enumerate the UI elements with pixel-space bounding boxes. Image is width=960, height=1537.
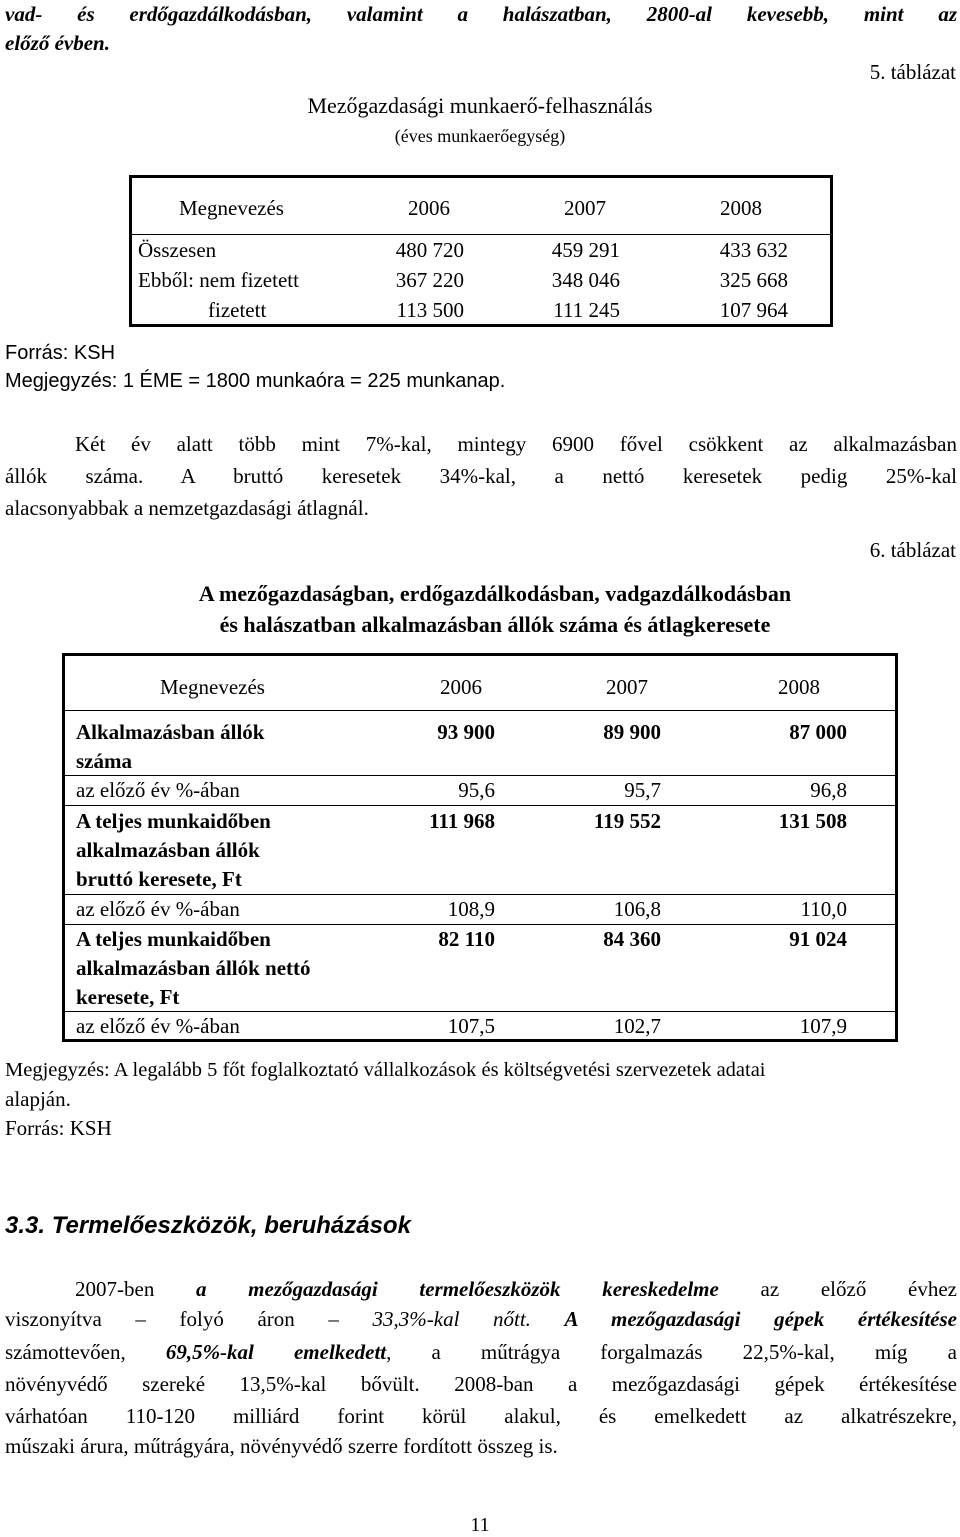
emphasis-span: A mezőgazdasági gépek értékesítése — [564, 1307, 957, 1331]
paragraph2-line-1 — [75, 1275, 957, 1304]
table6-cell: 95,6 — [458, 778, 495, 802]
text-span: , a műtrágya forgalmazás 22,5%-kal, míg a — [386, 1340, 957, 1364]
text-span: 2007-ben — [75, 1277, 196, 1301]
table6-cell: 87 000 — [789, 720, 847, 744]
table5 — [129, 175, 833, 327]
table6-row-name: alkalmazásban állók — [76, 838, 260, 862]
table5-label: 5. táblázat — [869, 60, 956, 84]
table6 — [62, 653, 898, 1042]
emphasis-span: 33,3%-kal nőtt. — [372, 1307, 531, 1331]
table6-title-line-2: és halászatban alkalmazásban állók száma és átlagkeresete — [219, 612, 771, 637]
table5-row-name: Összesen — [138, 238, 217, 262]
table6-row-name: A teljes munkaidőben — [76, 927, 271, 951]
table6-header-2007: 2007 — [606, 675, 648, 699]
paragraph1-line-1: Két év alatt több mint 7%-kal, mintegy 6900 fővel csökkent az alkalmazásban — [75, 432, 957, 456]
table6-cell: 107,9 — [799, 1014, 847, 1038]
table6-row-name: Alkalmazásban állók — [76, 720, 265, 744]
table5-header-2008: 2008 — [720, 196, 762, 220]
table5-row-name: fizetett — [208, 298, 267, 322]
table6-title-line-1: A mezőgazdaságban, erdőgazdálkodásban, vadgazdálkodásban — [198, 581, 792, 606]
table5-header-2006: 2006 — [408, 196, 450, 220]
table6-cell: 89 900 — [603, 720, 661, 744]
paragraph2-line-6: műszaki árura, műtrágyára, növényvédő szerre fordított összeg is. — [5, 1434, 558, 1458]
table6-row-name: bruttó keresete, Ft — [76, 867, 242, 891]
section-heading: 3.3. Termelőeszközök, beruházások — [5, 1212, 411, 1239]
table5-cell: 107 964 — [719, 298, 788, 322]
table5-cell: 480 720 — [395, 238, 464, 262]
table6-source: Forrás: KSH — [5, 1116, 112, 1140]
table5-row-name: Ebből: nem fizetett — [138, 268, 299, 292]
paragraph2-line-3 — [5, 1338, 957, 1367]
paragraph1-line-2: állók száma. A bruttó keresetek 34%-kal, a nettó keresetek pedig 25%-kal — [5, 464, 957, 488]
table6-note-line-2: alapján. — [5, 1087, 71, 1111]
table6-note-line-1: Megjegyzés: A legalább 5 főt foglalkoztató vállalkozások és költségvetési szervezetek adatai — [5, 1059, 766, 1081]
table6-cell: 131 508 — [778, 809, 847, 833]
table6-cell: 84 360 — [603, 927, 661, 951]
text-span — [531, 1307, 565, 1331]
table6-row-name: A teljes munkaidőben — [76, 809, 271, 833]
paragraph2-line-2 — [5, 1305, 957, 1334]
table6-cell: 82 110 — [438, 927, 495, 951]
text-span: az előző évhez — [718, 1277, 957, 1301]
text-span: számottevően, — [5, 1340, 166, 1364]
table6-cell: 119 552 — [593, 809, 661, 833]
table5-header-name: Megnevezés — [179, 196, 284, 220]
table5-source: Forrás: KSH — [5, 342, 116, 364]
table6-header-2006: 2006 — [440, 675, 482, 699]
table6-cell: 102,7 — [613, 1014, 661, 1038]
table6-cell: 110,0 — [800, 897, 847, 921]
table5-note: Megjegyzés: 1 ÉME = 1800 munkaóra = 225 munkanap. — [5, 370, 506, 392]
table6-cell: 93 900 — [437, 720, 495, 744]
table6-row-name: keresete, Ft — [76, 985, 180, 1009]
table6-row-name: száma — [76, 749, 132, 773]
page-number: 11 — [470, 1514, 490, 1536]
intro-line-1: vad- és erdőgazdálkodásban, valamint a halászatban, 2800-al kevesebb, mint az — [5, 2, 957, 26]
emphasis-span: a mezőgazdasági termelőeszközök kereskedelme — [196, 1277, 719, 1301]
table6-cell: 106,8 — [613, 897, 661, 921]
table5-cell: 113 500 — [396, 298, 464, 322]
table5-subtitle: (éves munkaerőegység) — [394, 126, 566, 146]
table6-label: 6. táblázat — [869, 538, 956, 562]
table6-row-divider — [65, 805, 895, 806]
table6-cell: 107,5 — [447, 1014, 495, 1038]
table6-row-name: az előző év %-ában — [76, 897, 240, 921]
table6-row-name: alkalmazásban állók nettó — [76, 956, 311, 980]
paragraph2-line-4: növényvédő szereké 13,5%-kal bővült. 2008-ban a mezőgazdasági gépek értékesítése — [5, 1372, 957, 1396]
text-span: viszonyítva – folyó áron – — [5, 1307, 373, 1331]
table5-cell: 325 668 — [719, 268, 788, 292]
table5-cell: 459 291 — [551, 238, 620, 262]
table6-header-2008: 2008 — [778, 675, 820, 699]
table5-cell: 111 245 — [553, 298, 620, 322]
table6-cell: 91 024 — [789, 927, 847, 951]
table5-cell: 367 220 — [395, 268, 464, 292]
emphasis-span: 69,5%-kal emelkedett — [165, 1340, 387, 1364]
paragraph2-line-5: várhatóan 110-120 milliárd forint körül alakul, és emelkedett az alkatrészekre, — [5, 1404, 957, 1428]
table6-cell: 95,7 — [624, 778, 661, 802]
table5-header-2007: 2007 — [564, 196, 606, 220]
table6-header-name: Megnevezés — [160, 675, 265, 699]
table6-cell: 111 968 — [429, 809, 495, 833]
table5-cell: 348 046 — [551, 268, 620, 292]
table5-cell: 433 632 — [719, 238, 788, 262]
table5-title: Mezőgazdasági munkaerő-felhasználás — [307, 93, 653, 118]
intro-line-2: előző évben. — [5, 31, 110, 55]
paragraph1-line-3: alacsonyabbak a nemzetgazdasági átlagnál. — [5, 496, 369, 520]
table6-row-name: az előző év %-ában — [76, 778, 240, 802]
table6-row-name: az előző év %-ában — [76, 1014, 240, 1038]
table6-cell: 96,8 — [810, 778, 847, 802]
table6-cell: 108,9 — [447, 897, 495, 921]
